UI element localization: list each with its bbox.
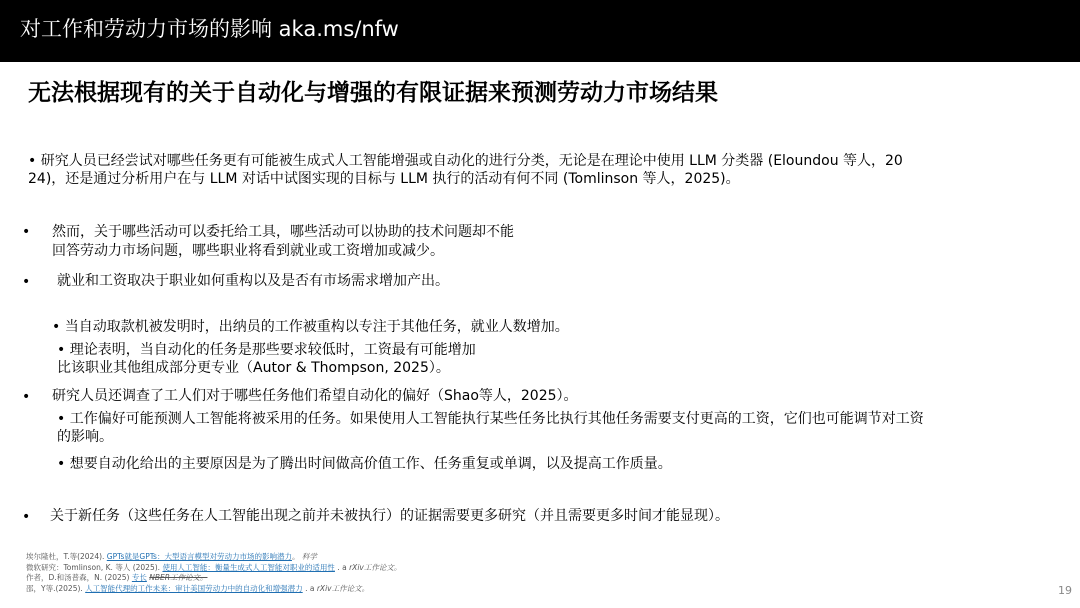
reference-1-authors: 埃尔隆杜，T.等(2024). [26, 552, 105, 561]
paragraph-2-line-1: 然而，关于哪些活动可以委托给工具，哪些活动可以协助的技术问题却不能 [52, 224, 514, 240]
paragraph-7-line-2: 的影响。 [57, 429, 113, 445]
paragraph-1-line-1: • 研究人员已经尝试对哪些任务更有可能被生成式人工智能增强或自动化的进行分类，无论是在理论中使用 LLM 分类器 (Eloundou 等人，20 [28, 153, 903, 169]
reference-2-link[interactable]: 使用人工智能：衡量生成式人工智能对职业的适用性 [162, 562, 335, 572]
reference-1-link[interactable]: GPTs就是GPTs：大型语言模型对劳动力市场的影响潜力 [106, 552, 292, 561]
reference-3 [26, 573, 401, 584]
reference-4-authors: 邵，Y等.(2025). [26, 583, 83, 593]
reference-1-sep: 。 [291, 552, 300, 561]
reference-2-authors: 微软研究：Tomlinson, K. 等人 (2025). [26, 562, 161, 572]
paragraph-9: 关于新任务（这些任务在人工智能出现之前并未被执行）的证据需要更多研究（并且需要更多时间才能显现）。 [50, 508, 729, 524]
reference-2-sep: . a [337, 562, 347, 572]
bullet-2: • [22, 224, 31, 240]
slide-title: 对工作和劳动力市场的影响 aka.ms/nfw [20, 17, 399, 41]
paragraph-2-line-2: 回答劳动力市场问题，哪些职业将看到就业或工资增加或减少。 [52, 243, 444, 259]
reference-1 [26, 552, 401, 563]
page-number: 19 [1058, 584, 1072, 597]
reference-2-journal: rXiv工作论文。 [349, 562, 402, 572]
reference-3-journal: NBER工作论文。 [149, 573, 208, 582]
bullet-3: • [22, 274, 31, 290]
reference-2 [26, 563, 401, 574]
paragraph-6: 研究人员还调查了工人们对于哪些任务他们希望自动化的偏好（Shao等人，2025）。 [52, 388, 578, 404]
paragraph-1-line-2: 24)，还是通过分析用户在与 LLM 对话中试图实现的目标与 LLM 执行的活动有何不同 (Tomlinson 等人，2025)。 [28, 171, 740, 187]
reference-4-link[interactable]: 人工智能代理的工作未来：审计美国劳动力中的自动化和增强潜力 [85, 583, 303, 593]
bullet-9: • [22, 509, 31, 525]
paragraph-3: 就业和工资取决于职业如何重构以及是否有市场需求增加产出。 [57, 273, 449, 289]
reference-4-journal: rXiv工作论文。 [316, 583, 370, 593]
reference-1-journal: 科学 [301, 552, 317, 561]
title-bar [0, 0, 1080, 62]
section-heading: 无法根据现有的关于自动化与增强的有限证据来预测劳动力市场结果 [28, 80, 718, 106]
paragraph-5-line-2: 比该职业其他组成部分更专业（Autor & Thompson, 2025）。 [57, 360, 450, 376]
paragraph-4: • 当自动取款机被发明时，出纳员的工作被重构以专注于其他任务，就业人数增加。 [52, 319, 569, 335]
paragraph-8: • 想要自动化给出的主要原因是为了腾出时间做高价值工作、任务重复或单调，以及提高工作质量。 [57, 456, 672, 472]
reference-4-sep: . a [305, 583, 315, 593]
reference-4 [26, 584, 401, 595]
references [26, 552, 401, 594]
bullet-6: • [22, 389, 31, 405]
reference-3-authors: 作者，D.和汤普森，N. (2025) [26, 573, 130, 582]
paragraph-5-line-1: • 理论表明，当自动化的任务是那些要求较低时，工资最有可能增加 [57, 342, 476, 358]
paragraph-7-line-1: • 工作偏好可能预测人工智能将被采用的任务。如果使用人工智能执行某些任务比执行其他任务需要支付更高的工资，它们也可能调节对工资 [57, 411, 924, 427]
reference-3-link[interactable]: 专长 [131, 573, 147, 582]
